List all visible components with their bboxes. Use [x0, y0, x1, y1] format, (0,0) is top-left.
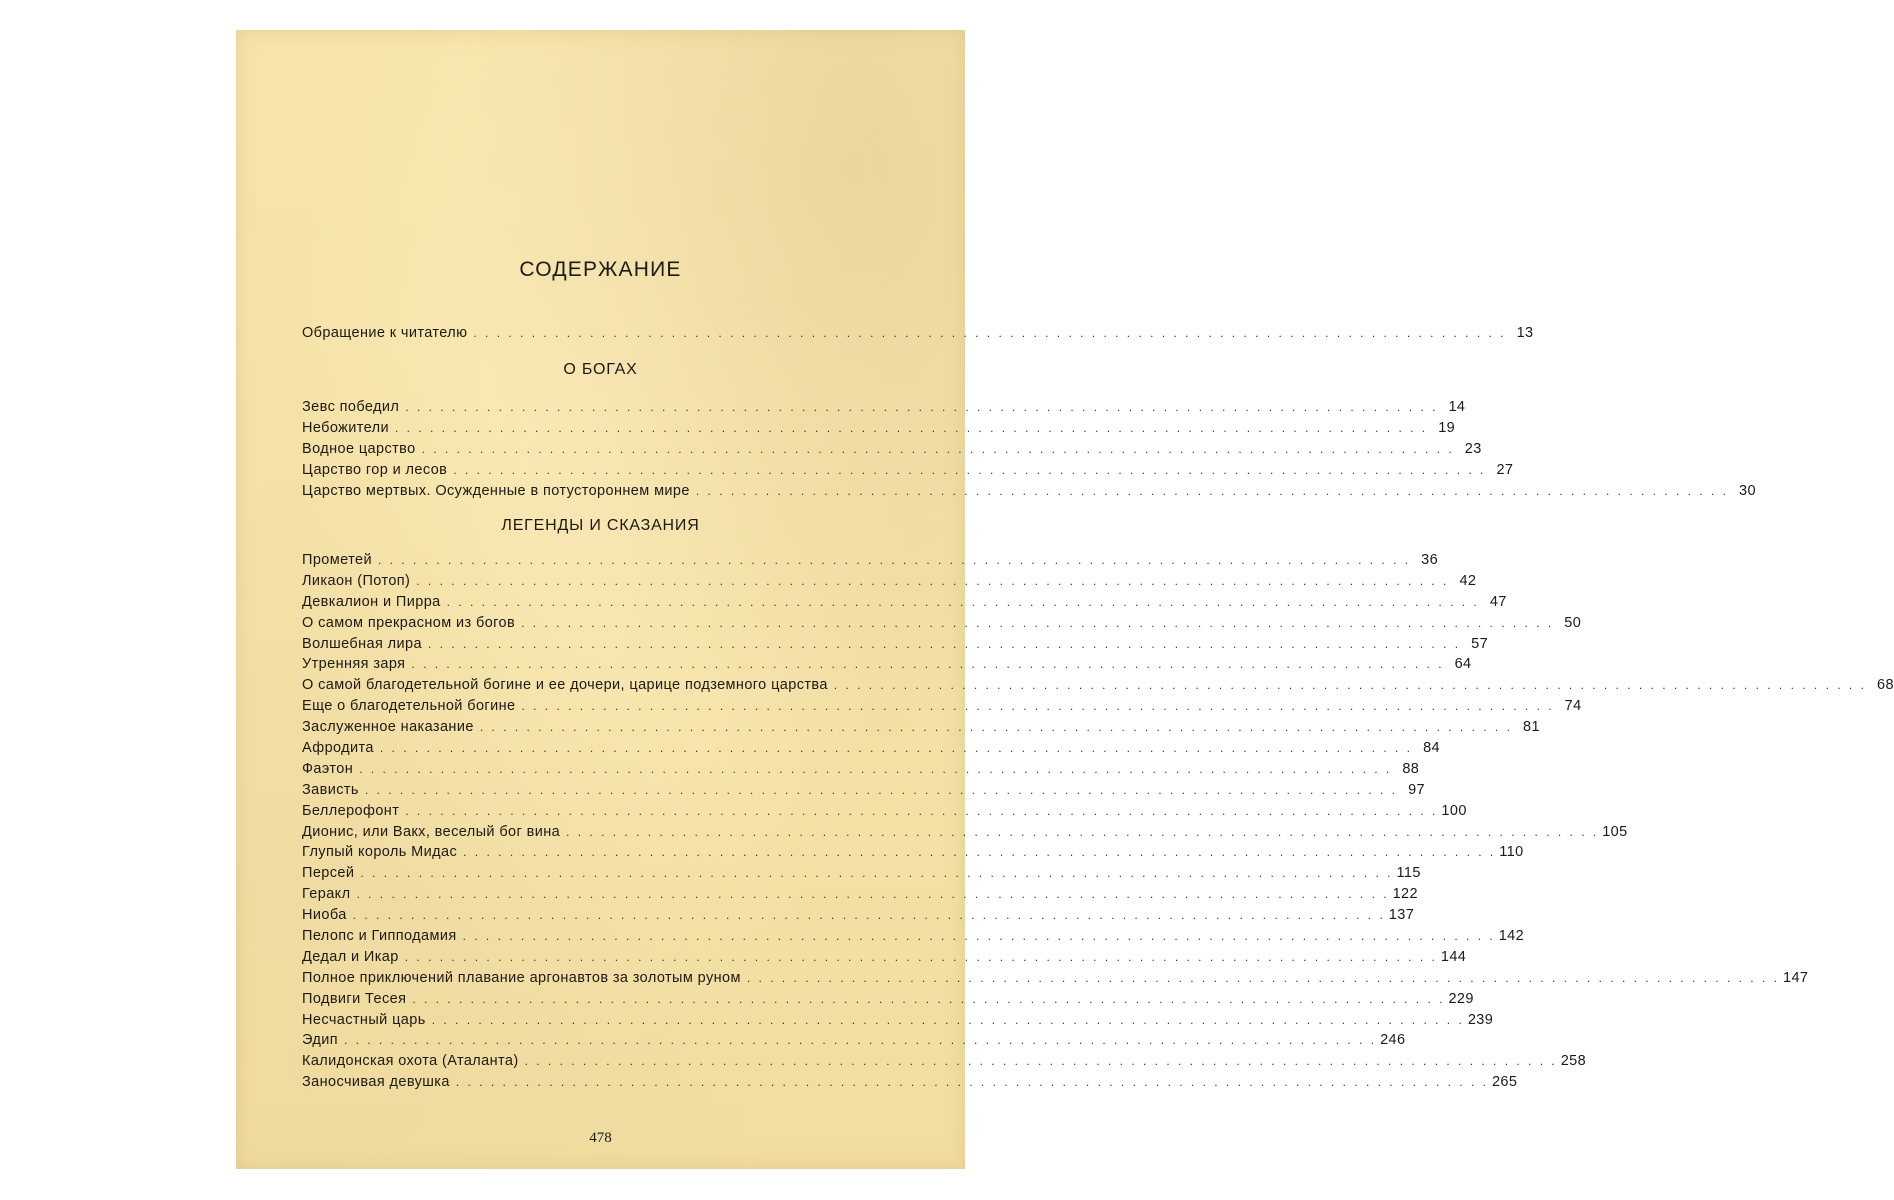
toc-entry-title: Царство гор и лесов	[302, 461, 448, 478]
book-page	[236, 30, 1894, 1169]
toc-entry-page: 30	[1739, 482, 1756, 499]
toc-entry-title: Еще о благодетельной богине	[302, 698, 516, 715]
toc-dot-leader	[834, 675, 1864, 696]
toc-dot-leader	[456, 1072, 1486, 1093]
toc-entry-page: 14	[1448, 399, 1466, 415]
toc-dot-leader	[463, 926, 1493, 947]
toc-entry-page: 88	[1402, 760, 1420, 777]
toc-dot-leader	[405, 947, 1435, 968]
toc-entry	[302, 968, 1809, 989]
toc-entry-title: Фаэтон	[302, 760, 354, 777]
toc-entry-title: Дедал и Икар	[302, 948, 399, 965]
toc-entry	[302, 634, 1489, 655]
toc-entry-title: Утренняя заря	[302, 656, 406, 673]
toc-dot-leader	[566, 822, 1596, 843]
toc-dot-leader	[521, 613, 1551, 634]
toc-entry-page: 265	[1491, 1074, 1518, 1091]
toc-entry-page: 239	[1467, 1011, 1494, 1028]
toc-dot-leader	[453, 460, 1483, 481]
toc-entry	[302, 1030, 1406, 1051]
toc-entry-title: Царство мертвых. Осужденные в потустороннем мире	[302, 482, 690, 499]
section-heading-gods: О БОГАХ	[563, 361, 638, 378]
toc-intro-list	[302, 323, 1534, 344]
toc-entry-title: Прометей	[302, 552, 372, 568]
toc-entry-page: 42	[1459, 572, 1477, 589]
toc-entry-title: Ликаон (Потоп)	[302, 572, 411, 589]
toc-entry-page: 115	[1396, 865, 1421, 882]
toc-dot-leader	[525, 1051, 1555, 1072]
section-heading-legends: ЛЕГЕНДЫ И СКАЗАНИЯ	[501, 517, 700, 534]
toc-entry-page: 64	[1454, 656, 1472, 673]
toc-entry-title: Геракл	[302, 886, 351, 903]
toc-entry	[302, 439, 1482, 460]
toc-entry-page: 258	[1560, 1053, 1587, 1070]
toc-legends-list	[302, 550, 1894, 1093]
toc-dot-leader	[380, 738, 1410, 759]
toc-entry	[302, 947, 1467, 968]
toc-entry	[302, 323, 1534, 344]
toc-dot-leader	[416, 571, 1446, 592]
toc-dot-leader	[344, 1030, 1374, 1051]
toc-dot-leader	[447, 592, 1477, 613]
toc-entry	[302, 675, 1894, 696]
toc-dot-leader	[365, 780, 1395, 801]
page-number: 478	[589, 1130, 612, 1146]
toc-entry-title: Небожители	[302, 419, 389, 436]
toc-entry	[302, 592, 1507, 613]
toc-entry	[302, 926, 1525, 947]
toc-entry-page: 142	[1498, 928, 1525, 945]
toc-entry-page: 36	[1421, 552, 1439, 568]
toc-entry-title: Глупый король Мидас	[302, 844, 458, 861]
toc-dot-leader	[353, 905, 1383, 926]
toc-entry-page: 246	[1380, 1032, 1406, 1049]
toc-entry-title: Обращение к читателю	[302, 325, 468, 341]
toc-entry	[302, 460, 1514, 481]
toc-entry	[302, 780, 1425, 801]
toc-entry	[302, 654, 1472, 675]
toc-entry-title: Дионис, или Вакх, веселый бог вина	[302, 823, 561, 840]
toc-dot-leader	[412, 989, 1442, 1010]
toc-entry	[302, 822, 1628, 843]
toc-dot-leader	[463, 842, 1493, 863]
toc-entry	[302, 1051, 1587, 1072]
toc-entry	[302, 613, 1582, 634]
toc-entry	[302, 550, 1439, 571]
toc-entry-title: Зевс победил	[302, 399, 400, 415]
toc-dot-leader	[359, 759, 1389, 780]
toc-entry	[302, 397, 1466, 418]
toc-dot-leader	[747, 968, 1777, 989]
toc-entry	[302, 571, 1477, 592]
toc-entry-title: Персей	[302, 865, 355, 882]
toc-entry-page: 97	[1408, 781, 1425, 798]
toc-entry	[302, 481, 1756, 502]
toc-entry-page: 137	[1388, 907, 1415, 924]
toc-entry-page: 27	[1496, 461, 1514, 478]
toc-entry-page: 100	[1441, 802, 1467, 819]
toc-entry	[302, 696, 1582, 717]
toc-dot-leader	[395, 418, 1425, 439]
toc-dot-leader	[480, 717, 1510, 738]
toc-entry-page: 23	[1464, 440, 1482, 457]
toc-entry-page: 13	[1516, 325, 1534, 341]
toc-dot-leader	[428, 634, 1458, 655]
toc-dot-leader	[521, 696, 1551, 717]
toc-entry	[302, 1072, 1518, 1093]
toc-dot-leader	[405, 397, 1435, 418]
toc-entry-page: 47	[1489, 593, 1507, 610]
toc-entry-page: 229	[1448, 990, 1474, 1007]
toc-entry-title: Волшебная лира	[302, 635, 422, 652]
toc-entry-page: 50	[1564, 614, 1582, 631]
toc-entry-page: 84	[1423, 740, 1441, 757]
toc-entry-title: Афродита	[302, 740, 374, 757]
toc-entry-page: 74	[1564, 698, 1582, 715]
toc-entry	[302, 884, 1418, 905]
toc-entry-title: Заслуженное наказание	[302, 719, 474, 736]
toc-entry	[302, 1010, 1494, 1031]
toc-dot-leader	[473, 323, 1503, 344]
toc-entry-title: Зависть	[302, 781, 359, 798]
toc-entry	[302, 989, 1474, 1010]
page-title: СОДЕРЖАНИЕ	[519, 258, 682, 281]
toc-entry	[302, 759, 1420, 780]
toc-entry-page: 144	[1440, 948, 1467, 965]
toc-entry-title: Беллерофонт	[302, 802, 400, 819]
toc-entry-title: О самом прекрасном из богов	[302, 614, 516, 631]
toc-entry-title: Пелопс и Гипподамия	[302, 928, 457, 945]
toc-entry	[302, 801, 1467, 822]
toc-dot-leader	[378, 550, 1408, 571]
toc-entry-title: Подвиги Тесея	[302, 990, 407, 1007]
toc-entry-page: 57	[1471, 635, 1489, 652]
toc-entry-title: Полное приключений плавание аргонавтов за золотым руном	[302, 969, 741, 986]
toc-entry	[302, 717, 1540, 738]
toc-entry-page: 19	[1438, 419, 1456, 436]
toc-dot-leader	[696, 481, 1726, 502]
toc-dot-leader	[411, 654, 1441, 675]
toc-entry-page: 81	[1523, 719, 1540, 736]
toc-entry	[302, 863, 1421, 884]
toc-entry-page: 105	[1602, 823, 1628, 840]
toc-entry	[302, 905, 1415, 926]
toc-entry-title: Ниоба	[302, 907, 347, 924]
toc-entry-page: 122	[1392, 886, 1418, 903]
toc-entry	[302, 738, 1441, 759]
toc-entry	[302, 418, 1456, 439]
toc-entry	[302, 842, 1524, 863]
toc-entry-title: О самой благодетельной богине и ее дочери, царице подземного царства	[302, 677, 828, 694]
toc-entry-title: Несчастный царь	[302, 1011, 426, 1028]
toc-gods-list	[302, 397, 1756, 501]
toc-dot-leader	[360, 863, 1390, 884]
toc-entry-page: 110	[1499, 844, 1524, 861]
toc-entry-title: Калидонская охота (Аталанта)	[302, 1053, 519, 1070]
toc-entry-title: Эдип	[302, 1032, 338, 1049]
toc-entry-title: Заносчивая девушка	[302, 1074, 450, 1091]
toc-entry-title: Водное царство	[302, 440, 416, 457]
toc-dot-leader	[422, 439, 1452, 460]
toc-dot-leader	[405, 801, 1435, 822]
toc-entry-title: Девкалион и Пирра	[302, 593, 441, 610]
toc-entry-page: 147	[1782, 969, 1809, 986]
toc-entry-page: 68	[1876, 677, 1894, 694]
toc-dot-leader	[356, 884, 1386, 905]
toc-dot-leader	[432, 1010, 1462, 1031]
